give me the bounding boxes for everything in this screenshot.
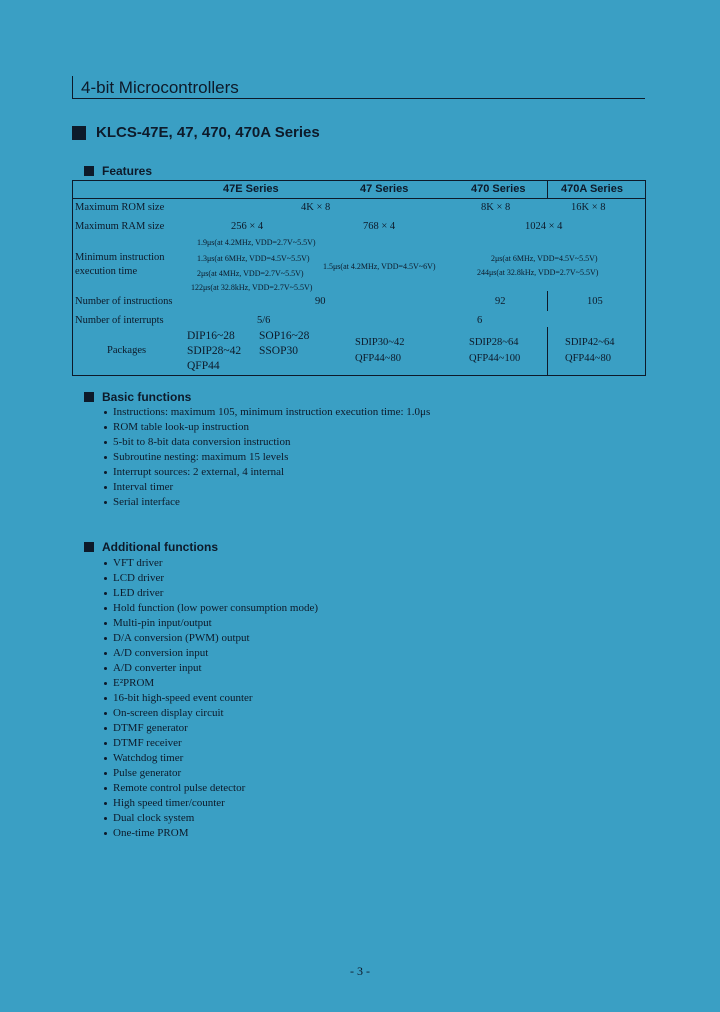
exec-line-2: 1.3μs(at 6MHz, VDD=4.5V~5.5V) — [197, 254, 310, 263]
features-table — [72, 180, 646, 376]
bullet-dot-icon — [104, 471, 107, 474]
rom-470: 8K × 8 — [481, 202, 511, 213]
features-heading: Features — [84, 164, 152, 178]
row-label-exec-2: execution time — [75, 266, 138, 277]
additional-functions-heading: Additional functions — [84, 540, 218, 554]
list-item: ROM table look-up instruction — [104, 420, 430, 435]
bullet-dot-icon — [104, 787, 107, 790]
exec-line-3: 2μs(at 4MHz, VDD=2.7V~5.5V) — [197, 269, 304, 278]
bullet-dot-icon — [104, 456, 107, 459]
series-title-text: KLCS-47E, 47, 470, 470A Series — [96, 124, 320, 141]
table-header-divider — [73, 198, 645, 199]
pkg-47-1: SDIP30~42 — [355, 337, 405, 348]
bullet-dot-icon — [104, 441, 107, 444]
column-divider — [547, 327, 548, 375]
page-header — [72, 76, 645, 99]
exec-mid: 1.5μs(at 4.2MHz, VDD=4.5V~6V) — [323, 262, 436, 271]
list-item: E²PROM — [104, 676, 318, 691]
col-header-47e: 47E Series — [223, 183, 279, 195]
list-item: One-time PROM — [104, 826, 318, 841]
row-label-rom: Maximum ROM size — [75, 202, 165, 213]
pkg-47e-3: SDIP28~42 — [187, 345, 242, 357]
bullet-dot-icon — [104, 727, 107, 730]
list-item: VFT driver — [104, 556, 318, 571]
page-header-title: 4-bit Microcontrollers — [81, 78, 239, 97]
bullet-dot-icon — [104, 802, 107, 805]
ram-47e: 256 × 4 — [231, 221, 264, 232]
pkg-470-1: SDIP28~64 — [469, 337, 519, 348]
pkg-470a-1: SDIP42~64 — [565, 337, 615, 348]
additional-functions-list — [104, 556, 318, 841]
pkg-47e-4: SSOP30 — [259, 345, 298, 357]
pkg-47-2: QFP44~80 — [355, 353, 401, 364]
bullet-dot-icon — [104, 757, 107, 760]
row-label-packages: Packages — [107, 345, 147, 356]
bullet-dot-icon — [104, 712, 107, 715]
list-item: Multi-pin input/output — [104, 616, 318, 631]
row-label-ram: Maximum RAM size — [75, 221, 165, 232]
exec-right-2: 244μs(at 32.8kHz, VDD=2.7V~5.5V) — [477, 268, 599, 277]
list-item: D/A conversion (PWM) output — [104, 631, 318, 646]
row-label-interrupts: Number of interrupts — [75, 315, 164, 326]
page-number: - 3 - — [350, 964, 370, 978]
pkg-470a-2: QFP44~80 — [565, 353, 611, 364]
list-item: DTMF receiver — [104, 736, 318, 751]
bullet-dot-icon — [104, 817, 107, 820]
list-item: Hold function (low power consumption mode) — [104, 601, 318, 616]
list-item: Dual clock system — [104, 811, 318, 826]
column-divider — [547, 181, 548, 198]
bullet-dot-icon — [104, 697, 107, 700]
pkg-47e-5: QFP44 — [187, 360, 220, 372]
square-bullet-icon — [84, 392, 94, 402]
series-title — [72, 124, 320, 141]
list-item: LCD driver — [104, 571, 318, 586]
bullet-dot-icon — [104, 411, 107, 414]
bullet-dot-icon — [104, 652, 107, 655]
exec-line-4: 122μs(at 32.8kHz, VDD=2.7V~5.5V) — [191, 283, 313, 292]
bullet-dot-icon — [104, 682, 107, 685]
col-header-47: 47 Series — [360, 183, 409, 195]
basic-functions-heading: Basic functions — [84, 390, 191, 404]
rom-470a: 16K × 8 — [571, 202, 606, 213]
list-item: A/D converter input — [104, 661, 318, 676]
list-item: 5-bit to 8-bit data conversion instruction — [104, 435, 430, 450]
list-item: Serial interface — [104, 495, 430, 510]
exec-line-1: 1.9μs(at 4.2MHz, VDD=2.7V~5.5V) — [197, 238, 316, 247]
list-item: Interrupt sources: 2 external, 4 internal — [104, 465, 430, 480]
bullet-dot-icon — [104, 577, 107, 580]
row-label-exec-1: Minimum instruction — [75, 252, 165, 263]
interrupts-shared: 6 — [477, 315, 483, 326]
interrupts-47e: 5/6 — [257, 315, 271, 326]
bullet-dot-icon — [104, 607, 107, 610]
bullet-dot-icon — [104, 742, 107, 745]
list-item: Interval timer — [104, 480, 430, 495]
list-item: A/D conversion input — [104, 646, 318, 661]
pkg-47e-1: DIP16~28 — [187, 330, 235, 342]
list-item: Instructions: maximum 105, minimum instruction execution time: 1.0μs — [104, 405, 430, 420]
list-item: High speed timer/counter — [104, 796, 318, 811]
list-item: DTMF generator — [104, 721, 318, 736]
list-item: Pulse generator — [104, 766, 318, 781]
square-bullet-icon — [84, 542, 94, 552]
bullet-dot-icon — [104, 832, 107, 835]
list-item: LED driver — [104, 586, 318, 601]
pkg-47e-2: SOP16~28 — [259, 330, 310, 342]
list-item: Watchdog timer — [104, 751, 318, 766]
rom-shared: 4K × 8 — [301, 202, 331, 213]
row-label-instructions: Number of instructions — [75, 296, 173, 307]
ram-shared: 1024 × 4 — [525, 221, 563, 232]
square-bullet-icon — [84, 166, 94, 176]
square-bullet-icon — [72, 126, 86, 140]
bullet-dot-icon — [104, 562, 107, 565]
ram-47: 768 × 4 — [363, 221, 396, 232]
bullet-dot-icon — [104, 486, 107, 489]
list-item: 16-bit high-speed event counter — [104, 691, 318, 706]
pkg-470-2: QFP44~100 — [469, 353, 521, 364]
bullet-dot-icon — [104, 772, 107, 775]
col-header-470: 470 Series — [471, 183, 526, 195]
bullet-dot-icon — [104, 426, 107, 429]
instructions-470a: 105 — [587, 296, 603, 307]
column-divider — [547, 291, 548, 311]
bullet-dot-icon — [104, 637, 107, 640]
instructions-470: 92 — [495, 296, 506, 307]
bullet-dot-icon — [104, 592, 107, 595]
col-header-470a: 470A Series — [561, 183, 623, 195]
list-item: Remote control pulse detector — [104, 781, 318, 796]
bullet-dot-icon — [104, 622, 107, 625]
bullet-dot-icon — [104, 501, 107, 504]
list-item: On-screen display circuit — [104, 706, 318, 721]
exec-right-1: 2μs(at 6MHz, VDD=4.5V~5.5V) — [491, 254, 598, 263]
bullet-dot-icon — [104, 667, 107, 670]
list-item: Subroutine nesting: maximum 15 levels — [104, 450, 430, 465]
basic-functions-list — [104, 405, 430, 510]
instructions-shared: 90 — [315, 296, 326, 307]
